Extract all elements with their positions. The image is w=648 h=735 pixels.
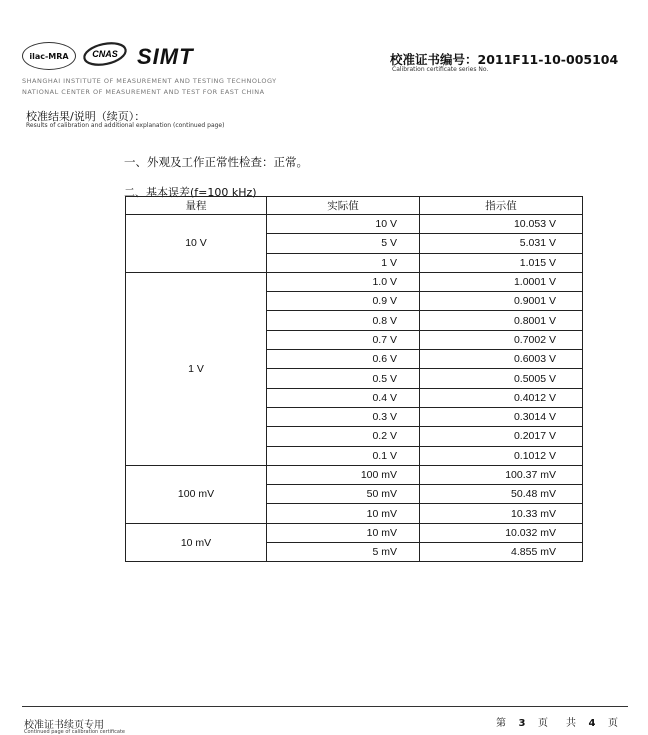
footer-divider xyxy=(22,706,628,707)
indicated-value: 10.053 V xyxy=(420,215,583,234)
footer-label: 校准证书续页专用 xyxy=(24,720,104,731)
range-cell: 1 V xyxy=(126,272,267,465)
calibration-table xyxy=(125,196,583,562)
actual-value: 0.7 V xyxy=(267,330,420,349)
actual-value: 0.3 V xyxy=(267,407,420,426)
total-prefix: 共 xyxy=(566,718,576,729)
page-indicator xyxy=(496,714,618,729)
results-title: 校准结果/说明（续页）： xyxy=(26,110,146,123)
indicated-value: 100.37 mV xyxy=(420,465,583,484)
actual-value: 0.9 V xyxy=(267,292,420,311)
range-cell: 10 mV xyxy=(126,523,267,562)
results-title-en: Results of calibration and additional explanation (continued page) xyxy=(26,122,225,129)
table-row xyxy=(126,215,583,234)
page-prefix: 第 xyxy=(496,718,506,729)
actual-value: 5 mV xyxy=(267,543,420,562)
page-current: 3 xyxy=(518,718,526,729)
actual-value: 1 V xyxy=(267,253,420,272)
total-suffix: 页 xyxy=(608,718,618,729)
actual-value: 5 V xyxy=(267,234,420,253)
header-indicated: 指示值 xyxy=(420,197,583,215)
indicated-value: 0.2017 V xyxy=(420,427,583,446)
indicated-value: 50.48 mV xyxy=(420,485,583,504)
actual-value: 10 mV xyxy=(267,523,420,542)
indicated-value: 0.9001 V xyxy=(420,292,583,311)
indicated-value: 0.5005 V xyxy=(420,369,583,388)
page-total: 4 xyxy=(588,718,596,729)
brand-name: SIMT xyxy=(137,44,194,69)
actual-value: 10 V xyxy=(267,215,420,234)
range-cell: 10 V xyxy=(126,215,267,273)
indicated-value: 0.8001 V xyxy=(420,311,583,330)
indicated-value: 0.1012 V xyxy=(420,446,583,465)
indicated-value: 5.031 V xyxy=(420,234,583,253)
actual-value: 0.2 V xyxy=(267,427,420,446)
actual-value: 1.0 V xyxy=(267,272,420,291)
actual-value: 0.5 V xyxy=(267,369,420,388)
ilac-mra-logo: ilac-MRA xyxy=(22,42,76,70)
certificate-number-en: Calibration certificate series No. xyxy=(392,66,489,73)
indicated-value: 10.032 mV xyxy=(420,523,583,542)
table-row xyxy=(126,272,583,291)
cnas-logo xyxy=(82,41,128,67)
indicated-value: 1.0001 V xyxy=(420,272,583,291)
table-header-row xyxy=(126,197,583,215)
header-range: 量程 xyxy=(126,197,267,215)
actual-value: 0.8 V xyxy=(267,311,420,330)
actual-value: 0.4 V xyxy=(267,388,420,407)
indicated-value: 0.3014 V xyxy=(420,407,583,426)
actual-value: 0.6 V xyxy=(267,350,420,369)
range-cell: 100 mV xyxy=(126,465,267,523)
org-name-line1: SHANGHAI INSTITUTE OF MEASUREMENT AND TESTING TECHNOLOGY xyxy=(22,77,277,85)
indicated-value: 1.015 V xyxy=(420,253,583,272)
header-actual: 实际值 xyxy=(267,197,420,215)
certificate-number: 校准证书编号：2011F11-10-005104 xyxy=(390,52,619,67)
page-mid: 页 xyxy=(538,718,548,729)
table-row xyxy=(126,523,583,542)
footer-label-en: Continued page of calibration certificate xyxy=(24,729,126,735)
actual-value: 50 mV xyxy=(267,485,420,504)
indicated-value: 0.4012 V xyxy=(420,388,583,407)
cnas-logo-text: CNAS xyxy=(92,49,118,59)
actual-value: 10 mV xyxy=(267,504,420,523)
org-name-line2: NATIONAL CENTER OF MEASUREMENT AND TEST FOR EAST CHINA xyxy=(22,88,265,96)
actual-value: 0.1 V xyxy=(267,446,420,465)
indicated-value: 10.33 mV xyxy=(420,504,583,523)
basic-error-heading: 二、基本误差(f=100 kHz) xyxy=(124,186,257,199)
actual-value: 100 mV xyxy=(267,465,420,484)
table-row xyxy=(126,465,583,484)
indicated-value: 0.6003 V xyxy=(420,350,583,369)
appearance-check: 一、外观及工作正常性检查：正常。 xyxy=(124,155,308,169)
indicated-value: 4.855 mV xyxy=(420,543,583,562)
indicated-value: 0.7002 V xyxy=(420,330,583,349)
